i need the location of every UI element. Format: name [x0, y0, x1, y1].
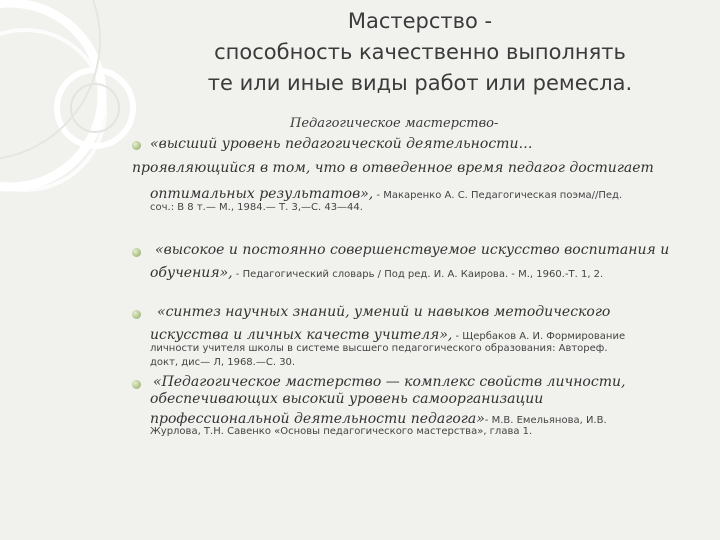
quote-text: обеспечивающих высокий уровень самоорганизации: [150, 391, 544, 407]
quote-text: «высокое и постоянно совершенствуемое искусство воспитания и: [155, 242, 670, 258]
quote-text: «синтез научных знаний, умений и навыков методического: [157, 304, 611, 320]
title-line: способность качественно выполнять: [214, 40, 626, 64]
title-line: Мастерство -: [347, 9, 493, 33]
quote-text: «Педагогическое мастерство — комплекс свойств личности,: [153, 374, 626, 390]
source-text: соч.: В 8 т.— М., 1984.— Т. 3,—С. 43—44.: [150, 202, 363, 213]
bullet-icon: [132, 141, 141, 150]
source-text: - Щербаков А. И. Формирование: [452, 331, 626, 342]
source-text: Журлова, Т.Н. Савенко «Основы педагогического мастерства», глава 1.: [150, 426, 533, 437]
quote-text: проявляющийся в том, что в отведенное время педагог достигает: [132, 160, 654, 176]
source-text: личности учителя школы в системе высшего педагогического образования: Автореф.: [150, 343, 608, 354]
quote-text: оптимальных результатов»,: [150, 186, 374, 202]
bullet-icon: [132, 310, 141, 319]
title-line: те или иные виды работ или ремесла.: [207, 71, 633, 95]
quote-text: профессиональной деятельности педагога»: [150, 411, 485, 427]
bullet-icon: [132, 248, 141, 257]
bullet-icon: [132, 380, 141, 389]
slide-subtitle: Педагогическое мастерство-: [290, 116, 499, 131]
quote-text: обучения»,: [150, 265, 233, 281]
quote-text: искусства и личных качеств учителя»,: [150, 327, 453, 343]
source-text: - Педагогический словарь / Под ред. И. А. Каирова. - М., 1960.-Т. 1, 2.: [232, 269, 604, 280]
quote-text: «высший уровень педагогической деятельности…: [150, 136, 533, 152]
source-text: - Макаренко А. С. Педагогическая поэма//Пед.: [373, 190, 623, 201]
slide-title: [140, 6, 700, 99]
source-text: - М.В. Емельянова, И.В.: [484, 415, 607, 426]
source-text: докт, дис— Л, 1968.—С. 30.: [150, 357, 296, 368]
